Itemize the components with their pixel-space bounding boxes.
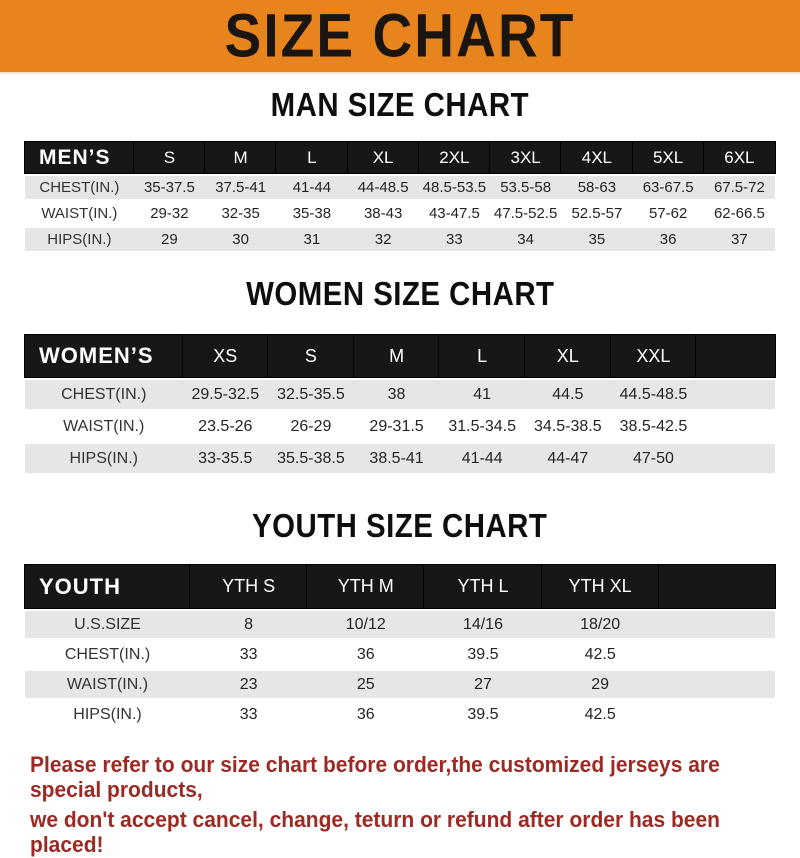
value-cell: 33-35.5 [183, 444, 269, 473]
value-cell: 43-47.5 [419, 202, 490, 225]
column-header: S [134, 142, 205, 173]
men-table-body [25, 176, 775, 251]
section-heading-women [0, 254, 800, 332]
value-cell: 57-62 [633, 202, 704, 225]
value-cell: 26-29 [268, 412, 354, 441]
filler-cell [659, 701, 775, 728]
row-label: WAIST(IN.) [25, 671, 190, 698]
header-row [25, 142, 775, 173]
value-cell: 36 [633, 228, 704, 251]
column-header: XL [525, 335, 611, 377]
women-table-header [25, 335, 775, 377]
table-row [25, 202, 775, 225]
value-cell: 47.5-52.5 [490, 202, 561, 225]
table-row [25, 444, 775, 473]
column-header: YTH M [307, 565, 424, 608]
value-cell: 36 [307, 701, 424, 728]
section-men [0, 74, 800, 254]
column-header: XXL [611, 335, 697, 377]
value-cell: 34 [490, 228, 561, 251]
table-corner-label: WOMEN’S [25, 335, 183, 377]
value-cell: 18/20 [542, 611, 659, 638]
column-header: L [276, 142, 347, 173]
section-heading-youth-text: YOUTH SIZE CHART [252, 507, 548, 545]
table-row [25, 412, 775, 441]
value-cell: 58-63 [561, 176, 632, 199]
row-label: WAIST(IN.) [25, 202, 134, 225]
column-header: 5XL [633, 142, 704, 173]
value-cell: 10/12 [307, 611, 424, 638]
value-cell: 29-32 [134, 202, 205, 225]
value-cell: 53.5-58 [490, 176, 561, 199]
value-cell: 29-31.5 [354, 412, 440, 441]
youth-size-table [25, 562, 775, 731]
table-row [25, 671, 775, 698]
row-label: HIPS(IN.) [25, 228, 134, 251]
row-label: CHEST(IN.) [25, 380, 183, 409]
value-cell: 27 [424, 671, 541, 698]
value-cell: 8 [190, 611, 307, 638]
section-heading-youth [0, 476, 800, 562]
value-cell: 38.5-42.5 [611, 412, 697, 441]
page-title: SIZE CHART [224, 1, 576, 71]
footer-line-2: we don't accept cancel, change, teturn or refund after order has been placed! [30, 808, 720, 858]
column-header: 4XL [561, 142, 632, 173]
row-label: CHEST(IN.) [25, 176, 134, 199]
value-cell: 62-66.5 [704, 202, 775, 225]
value-cell: 23.5-26 [183, 412, 269, 441]
youth-table-header [25, 565, 775, 608]
value-cell: 41-44 [276, 176, 347, 199]
section-women [0, 254, 800, 476]
value-cell: 38 [354, 380, 440, 409]
value-cell: 35-38 [276, 202, 347, 225]
section-heading-men-text: MAN SIZE CHART [270, 86, 530, 124]
women-size-table [25, 332, 775, 476]
table-corner-label: YOUTH [25, 565, 190, 608]
table-row [25, 380, 775, 409]
value-cell: 31.5-34.5 [439, 412, 525, 441]
filler-cell [696, 412, 775, 441]
value-cell: 32-35 [205, 202, 276, 225]
value-cell: 37.5-41 [205, 176, 276, 199]
value-cell: 35 [561, 228, 632, 251]
value-cell: 32 [348, 228, 419, 251]
value-cell: 63-67.5 [633, 176, 704, 199]
value-cell: 39.5 [424, 701, 541, 728]
column-header: 6XL [704, 142, 775, 173]
value-cell: 42.5 [542, 641, 659, 668]
value-cell: 67.5-72 [704, 176, 775, 199]
row-label: HIPS(IN.) [25, 444, 183, 473]
table-row [25, 228, 775, 251]
value-cell: 41 [439, 380, 525, 409]
value-cell: 36 [307, 641, 424, 668]
value-cell: 38.5-41 [354, 444, 440, 473]
column-header: S [268, 335, 354, 377]
row-label: HIPS(IN.) [25, 701, 190, 728]
value-cell: 31 [276, 228, 347, 251]
value-cell: 34.5-38.5 [525, 412, 611, 441]
filler-cell [696, 444, 775, 473]
table-row [25, 611, 775, 638]
footer-line-1: Please refer to our size chart before order,the customized jerseys are special products, [30, 753, 720, 803]
value-cell: 32.5-35.5 [268, 380, 354, 409]
value-cell: 37 [704, 228, 775, 251]
value-cell: 35.5-38.5 [268, 444, 354, 473]
value-cell: 39.5 [424, 641, 541, 668]
section-youth [0, 476, 800, 731]
column-header: 3XL [490, 142, 561, 173]
value-cell: 33 [190, 701, 307, 728]
filler-cell [659, 611, 775, 638]
row-label: U.S.SIZE [25, 611, 190, 638]
header-row [25, 565, 775, 608]
value-cell: 29 [542, 671, 659, 698]
value-cell: 44-48.5 [348, 176, 419, 199]
value-cell: 14/16 [424, 611, 541, 638]
value-cell: 52.5-57 [561, 202, 632, 225]
column-header: YTH S [190, 565, 307, 608]
column-header: XL [348, 142, 419, 173]
table-corner-label: MEN’S [25, 142, 134, 173]
value-cell: 38-43 [348, 202, 419, 225]
table-row [25, 641, 775, 668]
footer-note [0, 731, 800, 856]
value-cell: 30 [205, 228, 276, 251]
row-label: CHEST(IN.) [25, 641, 190, 668]
men-size-table [25, 139, 775, 254]
filler-cell [659, 641, 775, 668]
value-cell: 48.5-53.5 [419, 176, 490, 199]
women-table-body [25, 380, 775, 473]
value-cell: 33 [419, 228, 490, 251]
value-cell: 23 [190, 671, 307, 698]
column-header: M [205, 142, 276, 173]
value-cell: 25 [307, 671, 424, 698]
value-cell: 35-37.5 [134, 176, 205, 199]
column-header: L [439, 335, 525, 377]
value-cell: 33 [190, 641, 307, 668]
column-header: M [354, 335, 440, 377]
column-header: YTH L [424, 565, 541, 608]
men-table-header [25, 142, 775, 173]
section-heading-women-text: WOMEN SIZE CHART [245, 275, 555, 313]
filler-cell [659, 565, 775, 608]
value-cell: 44.5-48.5 [611, 380, 697, 409]
column-header: XS [183, 335, 269, 377]
filler-cell [696, 335, 775, 377]
column-header: 2XL [419, 142, 490, 173]
table-row [25, 701, 775, 728]
filler-cell [659, 671, 775, 698]
filler-cell [696, 380, 775, 409]
youth-table-body [25, 611, 775, 728]
value-cell: 42.5 [542, 701, 659, 728]
column-header: YTH XL [542, 565, 659, 608]
value-cell: 47-50 [611, 444, 697, 473]
value-cell: 29.5-32.5 [183, 380, 269, 409]
value-cell: 41-44 [439, 444, 525, 473]
banner [0, 0, 800, 74]
value-cell: 44-47 [525, 444, 611, 473]
value-cell: 29 [134, 228, 205, 251]
section-heading-men [0, 74, 800, 139]
table-row [25, 176, 775, 199]
value-cell: 44.5 [525, 380, 611, 409]
header-row [25, 335, 775, 377]
row-label: WAIST(IN.) [25, 412, 183, 441]
